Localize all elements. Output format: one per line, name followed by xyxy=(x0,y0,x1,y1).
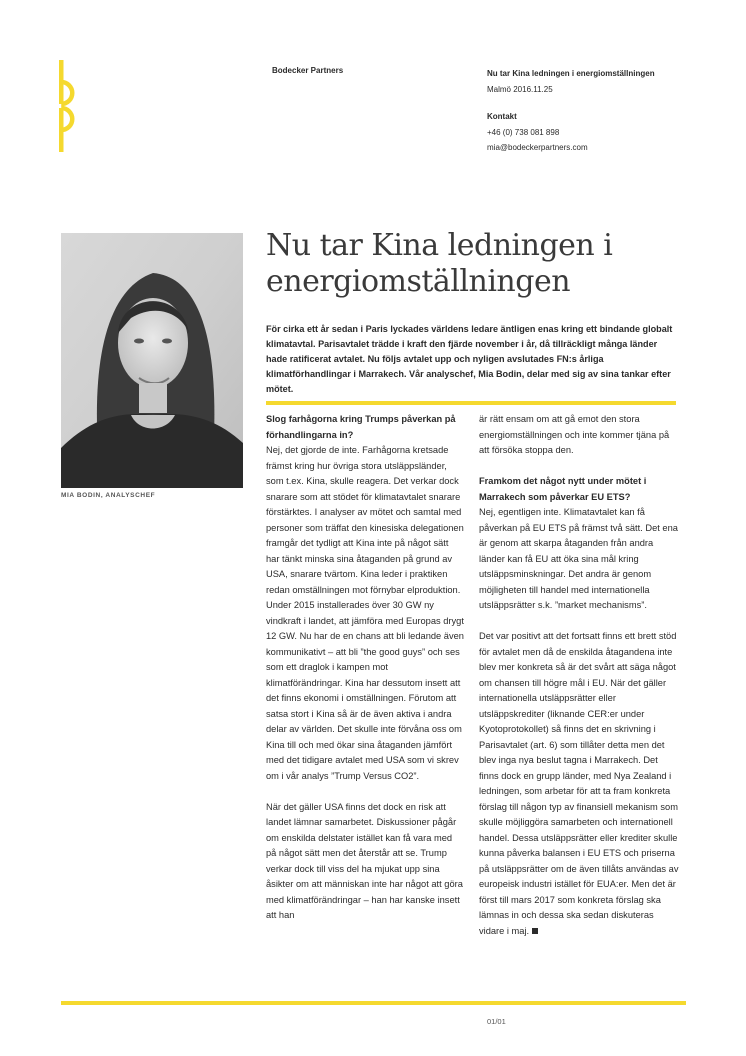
question-1: Slog farhågorna kring Trumps påverkan på förhandlingarna in? xyxy=(266,414,456,440)
doc-title: Nu tar Kina ledningen i energiomställningen xyxy=(487,69,655,78)
accent-divider-top xyxy=(266,401,676,405)
question-2: Framkom det något nytt under mötet i Marrakech som påverkar EU ETS? xyxy=(479,476,647,502)
contact-label: Kontakt xyxy=(487,112,517,121)
portrait-photo xyxy=(61,233,243,488)
contact-phone: +46 (0) 738 081 898 xyxy=(487,127,560,137)
contact-email[interactable]: mia@bodeckerpartners.com xyxy=(487,143,588,152)
place-date: Malmö 2016.11.25 xyxy=(487,84,553,94)
column-right xyxy=(479,412,679,955)
answer-1: Nej, det gjorde de inte. Farhågorna kretsade främst kring hur övriga stora utsläppsländer, som t.ex. Kina, skulle reagera. Det verkar dock snarare som att stödet för klimatavtalet snarare förstärktes. I analyser av mötet och samtal med personer som träffat den kinesiska delegationen framgår det tydligt att Kina inte på något sätt har tänkt minska sina åtaganden på grund av USA, snarare tvärtom. Kina leder i praktiken redan omställningen mot förnybar elproduktion. Under 2015 installerades över 30 GW ny vindkraft i landet, att jämföra med Europas drygt 12 GW. Nu har de en chans att bli ledande även kommunikativt – att bli ”the good guys” och ses som ett draglok i kampen mot klimatförändringar. Kina har dessutom insett att det finns ekonomi i omställningen. Förutom att satsa stort i Kina så är de även aktiva i andra delar av världen. Det skulle inte förvåna oss om Kina till och med ökar sina åtaganden jämfört med det tidigare avtalet med USA som vi skrev om i vår analys ”Trump Versus CO2”. xyxy=(266,445,464,781)
page-number: 01/01 xyxy=(487,1017,506,1026)
company-name: Bodecker Partners xyxy=(272,66,344,75)
answer-2-continued: är rätt ensam om att gå emot den stora energiomställningen och inte kommer tjäna på att försöka stoppa den. xyxy=(479,414,670,455)
photo-caption: MIA BODIN, ANALYSCHEF xyxy=(61,492,156,499)
answer-3: Nej, egentligen inte. Klimatavtalet kan få påverkan på EU ETS på främst två sätt. Det ena är genom att skarpa åtaganden från andra länder kan få EU att öka sina mål kring utsläppsminskningar. Det andra är genom möjligheten till handel med internationella utsläppsrätter s.k. ”market mechanisms”. xyxy=(479,507,678,610)
answer-4-wrap xyxy=(479,629,679,939)
answer-4: Det var positivt att det fortsatt finns ett brett stöd för avtalet men då de enskilda åtagandena inte blev mer konkreta så är det svårt att säga något om chansen till högre mål i EU. När det gäller internationella utsläppsrätter eller utsläppskrediter (liknande CER:er under Kyotoprotokollet) så finns det en skrivning i Parisavtalet (art. 6) som tillåter detta men det blev inga nya beslut tagna i Marrakech. Det finns dock en grupp länder, med Nya Zealand i ledningen, som arbetar för att ta fram konkreta förslag till någon typ av finansiell mekanism som skulle möjliggöra samarbeten och internationell handel. Dessa utsläppsrätter eller krediter skulle kunna påverka balansen i EU ETS och priserna på utsläppsrätter om de även tillåts användas av europeisk industri istället för EUA:er. Men det är först till mars 2017 som konkreta förslag ska lämnas in och dessa ska sedan diskuteras vidare i maj. xyxy=(479,631,679,936)
article-title: Nu tar Kina ledningen i energiomställningen xyxy=(266,228,613,299)
answer-2: När det gäller USA finns det dock en risk att landet lämnar samarbetet. Diskussioner pågår om enskilda delstater istället kan få vara med på något sätt men det återstår att se. Trump verkar dock till viss del ha mjukat upp sina åsikter om att människan inte har något att göra med klimatförändringar – han har kanske insett att han xyxy=(266,801,463,920)
document-meta xyxy=(487,66,655,156)
article-ingress: För cirka ett år sedan i Paris lyckades världens ledare äntligen enas kring ett bindande globalt klimatavtal. Parisavtalet trädde i kraft den fjärde november i år, då tillräckligt många länder hade ratificerat avtalet. Nu följs avtalet upp och nyligen avslutades FN:s årliga klimatförhandlingar i Marrakech. Vår analyschef, Mia Bodin, delar med sig av sina tankar efter mötet. xyxy=(266,324,673,394)
bodecker-logo xyxy=(59,60,89,152)
column-left xyxy=(266,412,464,939)
accent-divider-bottom xyxy=(61,1001,686,1005)
end-mark-icon xyxy=(532,928,538,934)
